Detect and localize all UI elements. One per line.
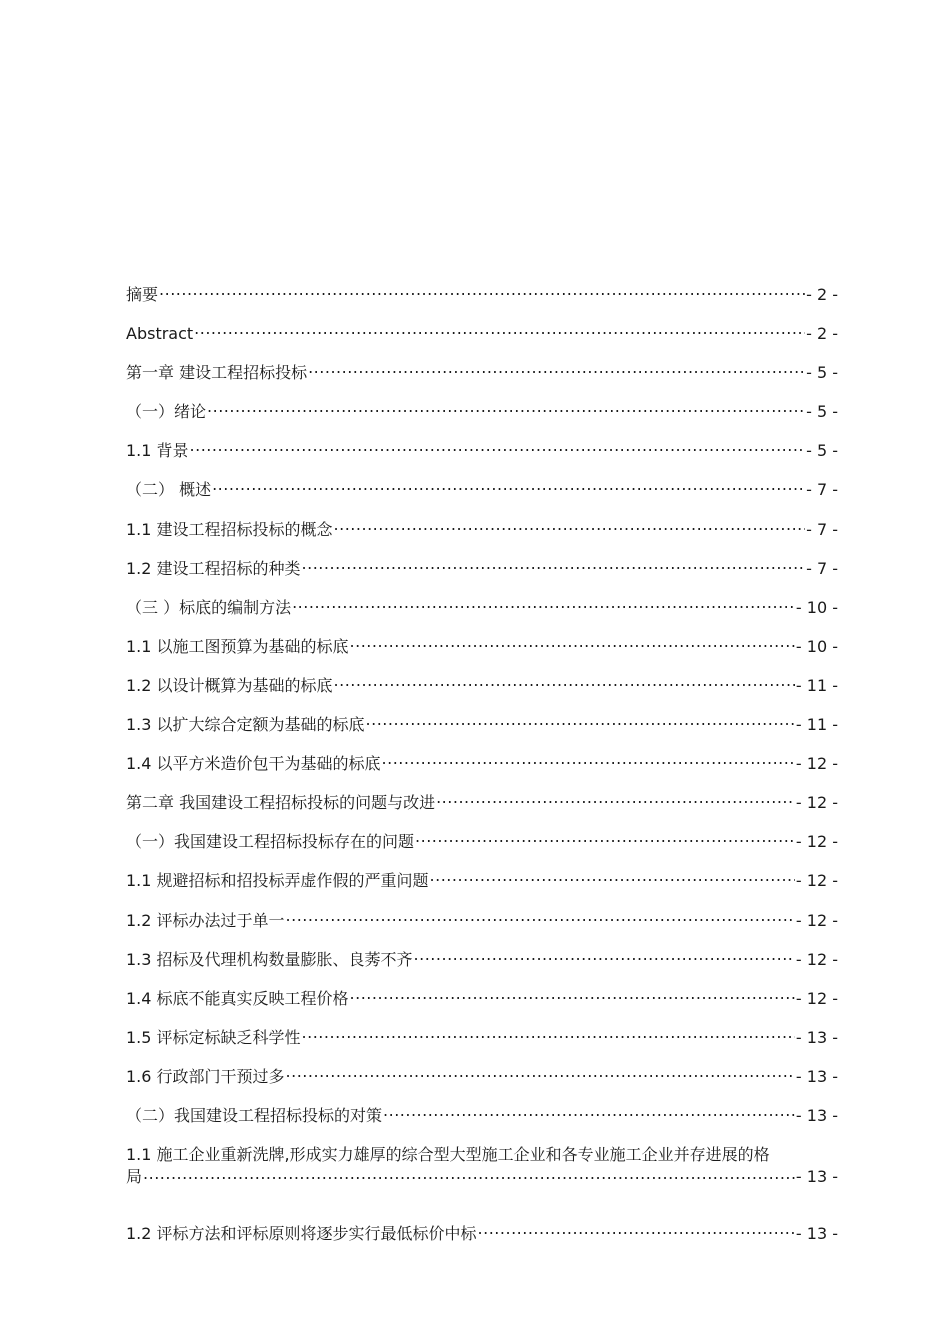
toc-entry-subsection[interactable] (126, 438, 838, 477)
toc-entry-page: - 13 - (795, 1224, 838, 1244)
toc-entry-title: 1.2 评标方法和评标原则将逐步实行最低标价中标 (126, 1224, 477, 1244)
toc-entry-subsection[interactable] (126, 751, 838, 790)
toc-entry-page: - 13 - (795, 1066, 838, 1086)
toc-entry-page: - 13 - (795, 1105, 838, 1125)
toc-entry-abstract-en[interactable] (126, 321, 838, 360)
dot-leader (350, 636, 795, 652)
toc-entry-subsection[interactable] (126, 986, 838, 1025)
toc-entry-page: - 12 - (795, 949, 838, 969)
toc-entry-section[interactable] (126, 829, 838, 868)
dot-leader (302, 1027, 795, 1043)
toc-entry-title-line2: 局 (126, 1167, 143, 1187)
toc-entry-page: - 11 - (795, 715, 838, 735)
dot-leader (292, 597, 795, 613)
toc-entry-title: 1.1 以施工图预算为基础的标底 (126, 636, 349, 656)
toc-entry-page: - 12 - (795, 793, 838, 813)
toc-entry-title: 第一章 建设工程招标投标 (126, 363, 308, 383)
toc-entry-title: 第二章 我国建设工程招标投标的问题与改进 (126, 793, 436, 813)
toc-entry-subsection[interactable] (126, 1064, 838, 1103)
toc-entry-page: - 12 - (795, 832, 838, 852)
toc-entry-page: - 12 - (795, 910, 838, 930)
toc-entry-title: （一）我国建设工程招标投标存在的问题 (126, 832, 415, 852)
dot-leader (190, 440, 806, 456)
dot-leader (478, 1223, 795, 1239)
toc-entry-title: 1.1 规避招标和招投标弄虚作假的严重问题 (126, 871, 429, 891)
toc-entry-title: 1.4 以平方米造价包干为基础的标底 (126, 754, 381, 774)
toc-entry-subsection[interactable] (126, 673, 838, 712)
dot-leader (194, 323, 805, 339)
toc-entry-title: 1.5 评标定标缺乏科学性 (126, 1027, 301, 1047)
toc-entry-page: - 2 - (806, 285, 838, 304)
dot-leader (350, 988, 795, 1004)
toc-entry-title: 1.3 招标及代理机构数量膨胀、良莠不齐 (126, 949, 413, 969)
toc-entry-page: - 7 - (806, 558, 838, 578)
toc-entry-subsection[interactable] (126, 908, 838, 947)
dot-leader (366, 714, 795, 730)
dot-leader (334, 675, 795, 691)
toc-entry-title: 1.2 建设工程招标的种类 (126, 558, 301, 578)
toc-entry-page: - 7 - (806, 480, 838, 500)
dot-leader (383, 1105, 795, 1121)
toc-entry-title: 1.2 以设计概算为基础的标底 (126, 675, 333, 695)
toc-entry-title: 1.4 标底不能真实反映工程价格 (126, 988, 349, 1008)
toc-entry-page: - 13 - (795, 1167, 838, 1187)
dot-leader (308, 362, 805, 378)
toc-entry-page: - 5 - (806, 402, 838, 422)
toc-entry-section[interactable] (126, 399, 838, 438)
toc-entry-section[interactable] (126, 477, 838, 516)
dot-leader (436, 792, 795, 808)
toc-entry-title: Abstract (126, 324, 194, 344)
dot-leader (430, 870, 795, 886)
toc-entry-section[interactable] (126, 1103, 838, 1142)
toc-entry-title: 1.3 以扩大综合定额为基础的标底 (126, 715, 365, 735)
dot-leader (286, 1066, 795, 1082)
toc-entry-subsection[interactable] (126, 1221, 838, 1260)
toc-entry-page: - 10 - (795, 636, 838, 656)
toc-entry-subsection[interactable] (126, 868, 838, 907)
toc-entry-title: （二）我国建设工程招标投标的对策 (126, 1105, 383, 1125)
toc-entry-subsection-multiline[interactable] (126, 1143, 838, 1221)
dot-leader (159, 284, 805, 300)
dot-leader (382, 753, 795, 769)
dot-leader (302, 558, 806, 574)
toc-entry-subsection[interactable] (126, 634, 838, 673)
toc-entry-title: 1.1 建设工程招标投标的概念 (126, 519, 333, 539)
toc-entry-page: - 7 - (806, 519, 838, 539)
toc-entry-title: 1.6 行政部门干预过多 (126, 1066, 285, 1086)
toc-entry-page: - 12 - (795, 871, 838, 891)
toc-entry-page: - 5 - (806, 441, 838, 461)
dot-leader (415, 831, 795, 847)
toc-entry-title: （一）绪论 (126, 402, 207, 422)
toc-entry-second-line (126, 1166, 838, 1188)
toc-entry-subsection[interactable] (126, 1025, 838, 1064)
toc-entry-section[interactable] (126, 595, 838, 634)
toc-entry-page: - 11 - (795, 675, 838, 695)
toc-entry-page: - 12 - (795, 754, 838, 774)
dot-leader (212, 479, 805, 495)
toc-entry-title: 1.1 背景 (126, 441, 189, 461)
toc-entry-subsection[interactable] (126, 517, 838, 556)
toc-entry-page: - 5 - (806, 363, 838, 383)
dot-leader (207, 401, 805, 417)
toc-entry-title: 摘要 (126, 285, 159, 304)
toc-entry-chapter-1[interactable] (126, 360, 838, 399)
dot-leader (143, 1166, 795, 1182)
toc-entry-subsection[interactable] (126, 712, 838, 751)
toc-entry-page: - 2 - (806, 324, 838, 344)
toc-entry-abstract-cn[interactable] (126, 282, 838, 321)
toc-entry-title-line1: 1.1 施工企业重新洗牌,形成实力雄厚的综合型大型施工企业和各专业施工企业并存进展的格 (126, 1145, 770, 1165)
toc-entry-subsection[interactable] (126, 947, 838, 986)
toc-entry-page: - 12 - (795, 988, 838, 1008)
dot-leader (286, 910, 795, 926)
dot-leader (414, 949, 795, 965)
toc-entry-page: - 10 - (795, 597, 838, 617)
toc-entry-subsection[interactable] (126, 556, 838, 595)
toc-entry-title: （三 ）标底的编制方法 (126, 597, 292, 617)
table-of-contents (126, 282, 838, 1260)
toc-entry-title: 1.2 评标办法过于单一 (126, 910, 285, 930)
toc-entry-chapter-2[interactable] (126, 790, 838, 829)
dot-leader (334, 519, 806, 535)
toc-entry-page: - 13 - (795, 1027, 838, 1047)
toc-entry-title: （二） 概述 (126, 480, 212, 500)
